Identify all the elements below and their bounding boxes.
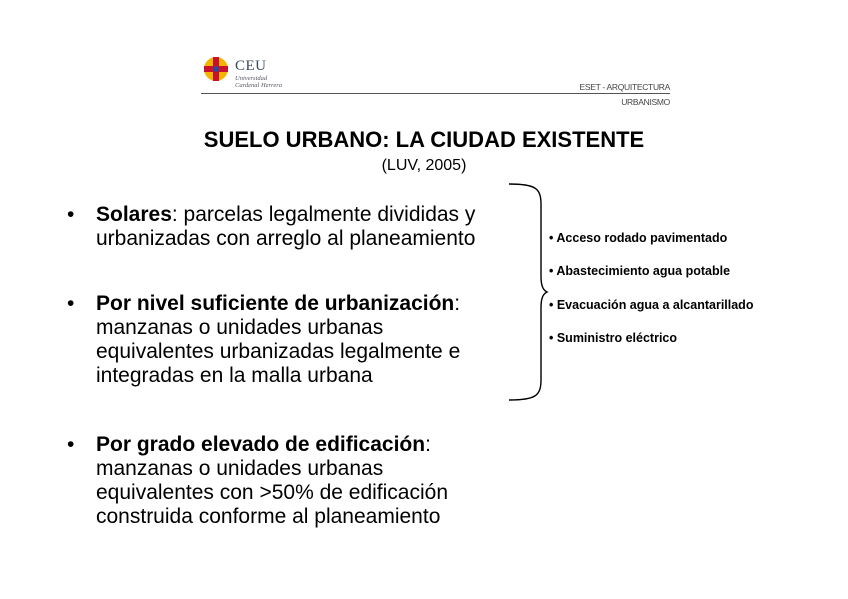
bullet-text [96, 292, 460, 388]
bullet-line: integradas en la malla urbana [96, 364, 373, 387]
bullet-line: urbanizadas con arreglo al planeamiento [96, 227, 476, 250]
slide-title: SUELO URBANO: LA CIUDAD EXISTENTE [203, 127, 645, 152]
header-school: ESET - ARQUITECTURA [579, 82, 670, 92]
bullet-dot: • [67, 203, 75, 226]
bullet-definition: : [454, 292, 461, 315]
bullet-definition: : parcelas legalmente divididas y [171, 203, 476, 226]
bullet-line: manzanas o unidades urbanas [96, 457, 384, 480]
ceu-cross-logo-icon [203, 56, 229, 82]
bullet-text [96, 203, 475, 251]
bullet-line: equivalentes urbanizadas legalmente e [96, 340, 461, 363]
bullet-term: Solares [96, 203, 172, 226]
bullet-dot: • [67, 292, 75, 315]
logo-name: CEU [235, 58, 267, 74]
bullet-term: Por grado elevado de edificación [96, 433, 426, 456]
requirement-suministro-electrico: • Suministro eléctrico [549, 331, 678, 345]
bullet-dot: • [67, 433, 75, 456]
requirement-agua-potable: • Abastecimiento agua potable [549, 264, 731, 278]
bullet-line: equivalentes con >50% de edificación [96, 481, 448, 504]
header-subject: URBANISMO [621, 97, 670, 107]
bullet-definition: : [425, 433, 431, 456]
bullet-line: manzanas o unidades urbanas [96, 316, 384, 339]
header-divider [201, 93, 670, 94]
logo-subtitle [235, 75, 315, 89]
requirement-alcantarillado: • Evacuación agua a alcantarillado [549, 298, 754, 312]
bullet-text [96, 433, 448, 529]
slide-subtitle: (LUV, 2005) [381, 157, 467, 174]
logo-subtitle-line-2: Cardenal Herrera [235, 82, 283, 89]
bullet-term: Por nivel suficiente de urbanización [96, 292, 455, 315]
requirement-acceso-rodado: • Acceso rodado pavimentado [549, 231, 728, 245]
bullet-line: construida conforme al planeamiento [96, 505, 441, 528]
university-logo [203, 56, 313, 92]
curly-brace-icon [505, 182, 549, 402]
logo-subtitle-line-1: Universidad [235, 75, 268, 82]
